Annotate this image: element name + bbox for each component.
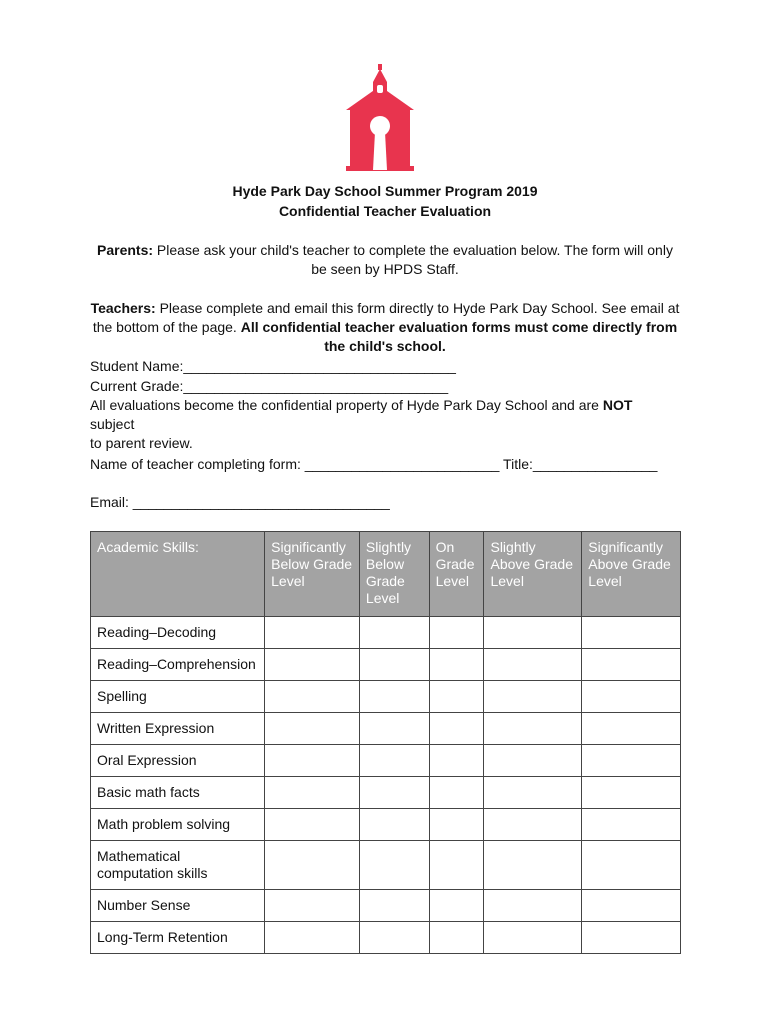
table-row — [91, 617, 681, 649]
rating-cell[interactable] — [359, 649, 429, 681]
teachers-label: Teachers: — [90, 300, 156, 316]
rating-cell[interactable] — [265, 713, 360, 745]
skill-label: Long-Term Retention — [91, 922, 265, 954]
rating-cell[interactable] — [429, 649, 484, 681]
rating-cell[interactable] — [484, 681, 582, 713]
parents-instructions: Parents: Please ask your child's teacher to complete the evaluation below. The form will only be seen by HPDS Staff. — [97, 242, 673, 277]
header-significantly-above: Significantly Above Grade Level — [582, 532, 681, 617]
student-name-field[interactable]: Student Name:___________________________________ — [90, 358, 456, 374]
form-title: Hyde Park Day School Summer Program 2019 — [232, 183, 538, 199]
email-field[interactable]: Email: _________________________________ — [90, 494, 390, 510]
rating-cell[interactable] — [429, 617, 484, 649]
rating-cell[interactable] — [582, 745, 681, 777]
rating-cell[interactable] — [582, 777, 681, 809]
rating-cell[interactable] — [429, 713, 484, 745]
rating-cell[interactable] — [429, 841, 484, 890]
school-logo-icon — [340, 64, 420, 172]
rating-cell[interactable] — [484, 649, 582, 681]
teacher-name-field[interactable]: Name of teacher completing form: _________________________ Title:________________ — [90, 456, 658, 472]
rating-cell[interactable] — [582, 713, 681, 745]
rating-cell[interactable] — [265, 777, 360, 809]
rating-cell[interactable] — [265, 922, 360, 954]
rating-cell[interactable] — [265, 890, 360, 922]
rating-cell[interactable] — [582, 809, 681, 841]
rating-cell[interactable] — [484, 809, 582, 841]
rating-cell[interactable] — [359, 841, 429, 890]
rating-cell[interactable] — [484, 841, 582, 890]
rating-cell[interactable] — [359, 745, 429, 777]
rating-cell[interactable] — [429, 777, 484, 809]
rating-cell[interactable] — [265, 681, 360, 713]
form-subtitle: Confidential Teacher Evaluation — [278, 203, 492, 219]
table-row — [91, 713, 681, 745]
rating-cell[interactable] — [582, 922, 681, 954]
rating-cell[interactable] — [429, 809, 484, 841]
rating-cell[interactable] — [582, 617, 681, 649]
evaluation-table — [90, 531, 681, 954]
skill-label: Oral Expression — [91, 745, 265, 777]
rating-cell[interactable] — [582, 890, 681, 922]
rating-cell[interactable] — [582, 681, 681, 713]
header-significantly-below: Significantly Below Grade Level — [265, 532, 360, 617]
skill-label: Reading–Comprehension — [91, 649, 265, 681]
rating-cell[interactable] — [359, 922, 429, 954]
table-row — [91, 841, 681, 890]
rating-cell[interactable] — [484, 617, 582, 649]
rating-cell[interactable] — [359, 681, 429, 713]
rating-cell[interactable] — [429, 745, 484, 777]
table-row — [91, 777, 681, 809]
table-row — [91, 809, 681, 841]
skill-label: Mathematical computation skills — [91, 841, 265, 890]
rating-cell[interactable] — [484, 745, 582, 777]
header-slightly-above: Slightly Above Grade Level — [484, 532, 582, 617]
rating-cell[interactable] — [265, 809, 360, 841]
rating-cell[interactable] — [265, 617, 360, 649]
table-row — [91, 890, 681, 922]
table-header-row — [91, 532, 681, 617]
skill-label: Written Expression — [91, 713, 265, 745]
table-row — [91, 745, 681, 777]
current-grade-field[interactable]: Current Grade:__________________________________ — [90, 378, 449, 394]
skill-label: Reading–Decoding — [91, 617, 265, 649]
rating-cell[interactable] — [359, 713, 429, 745]
rating-cell[interactable] — [359, 809, 429, 841]
rating-cell[interactable] — [484, 777, 582, 809]
table-row — [91, 922, 681, 954]
skill-label: Spelling — [91, 681, 265, 713]
skill-label: Basic math facts — [91, 777, 265, 809]
skill-label: Math problem solving — [91, 809, 265, 841]
skill-label: Number Sense — [91, 890, 265, 922]
table-row — [91, 681, 681, 713]
rating-cell[interactable] — [429, 922, 484, 954]
rating-cell[interactable] — [484, 713, 582, 745]
header-slightly-below: Slightly Below Grade Level — [359, 532, 429, 617]
header-academic-skills: Academic Skills: — [91, 532, 265, 617]
confidentiality-note: All evaluations become the confidential property of Hyde Park Day School and are NOT subject to parent review. — [90, 397, 633, 451]
rating-cell[interactable] — [265, 649, 360, 681]
rating-cell[interactable] — [429, 890, 484, 922]
teachers-instructions: Teachers: Please complete and email this form directly to Hyde Park Day School. See email at the bottom of the page. All confidential teacher evaluation forms must come directly from the child's school. — [90, 300, 680, 354]
rating-cell[interactable] — [582, 841, 681, 890]
rating-cell[interactable] — [582, 649, 681, 681]
parents-label: Parents: — [97, 242, 154, 258]
rating-cell[interactable] — [359, 890, 429, 922]
rating-cell[interactable] — [484, 890, 582, 922]
header-on-grade: On Grade Level — [429, 532, 484, 617]
rating-cell[interactable] — [429, 681, 484, 713]
rating-cell[interactable] — [265, 745, 360, 777]
rating-cell[interactable] — [484, 922, 582, 954]
rating-cell[interactable] — [359, 777, 429, 809]
table-row — [91, 649, 681, 681]
rating-cell[interactable] — [359, 617, 429, 649]
rating-cell[interactable] — [265, 841, 360, 890]
